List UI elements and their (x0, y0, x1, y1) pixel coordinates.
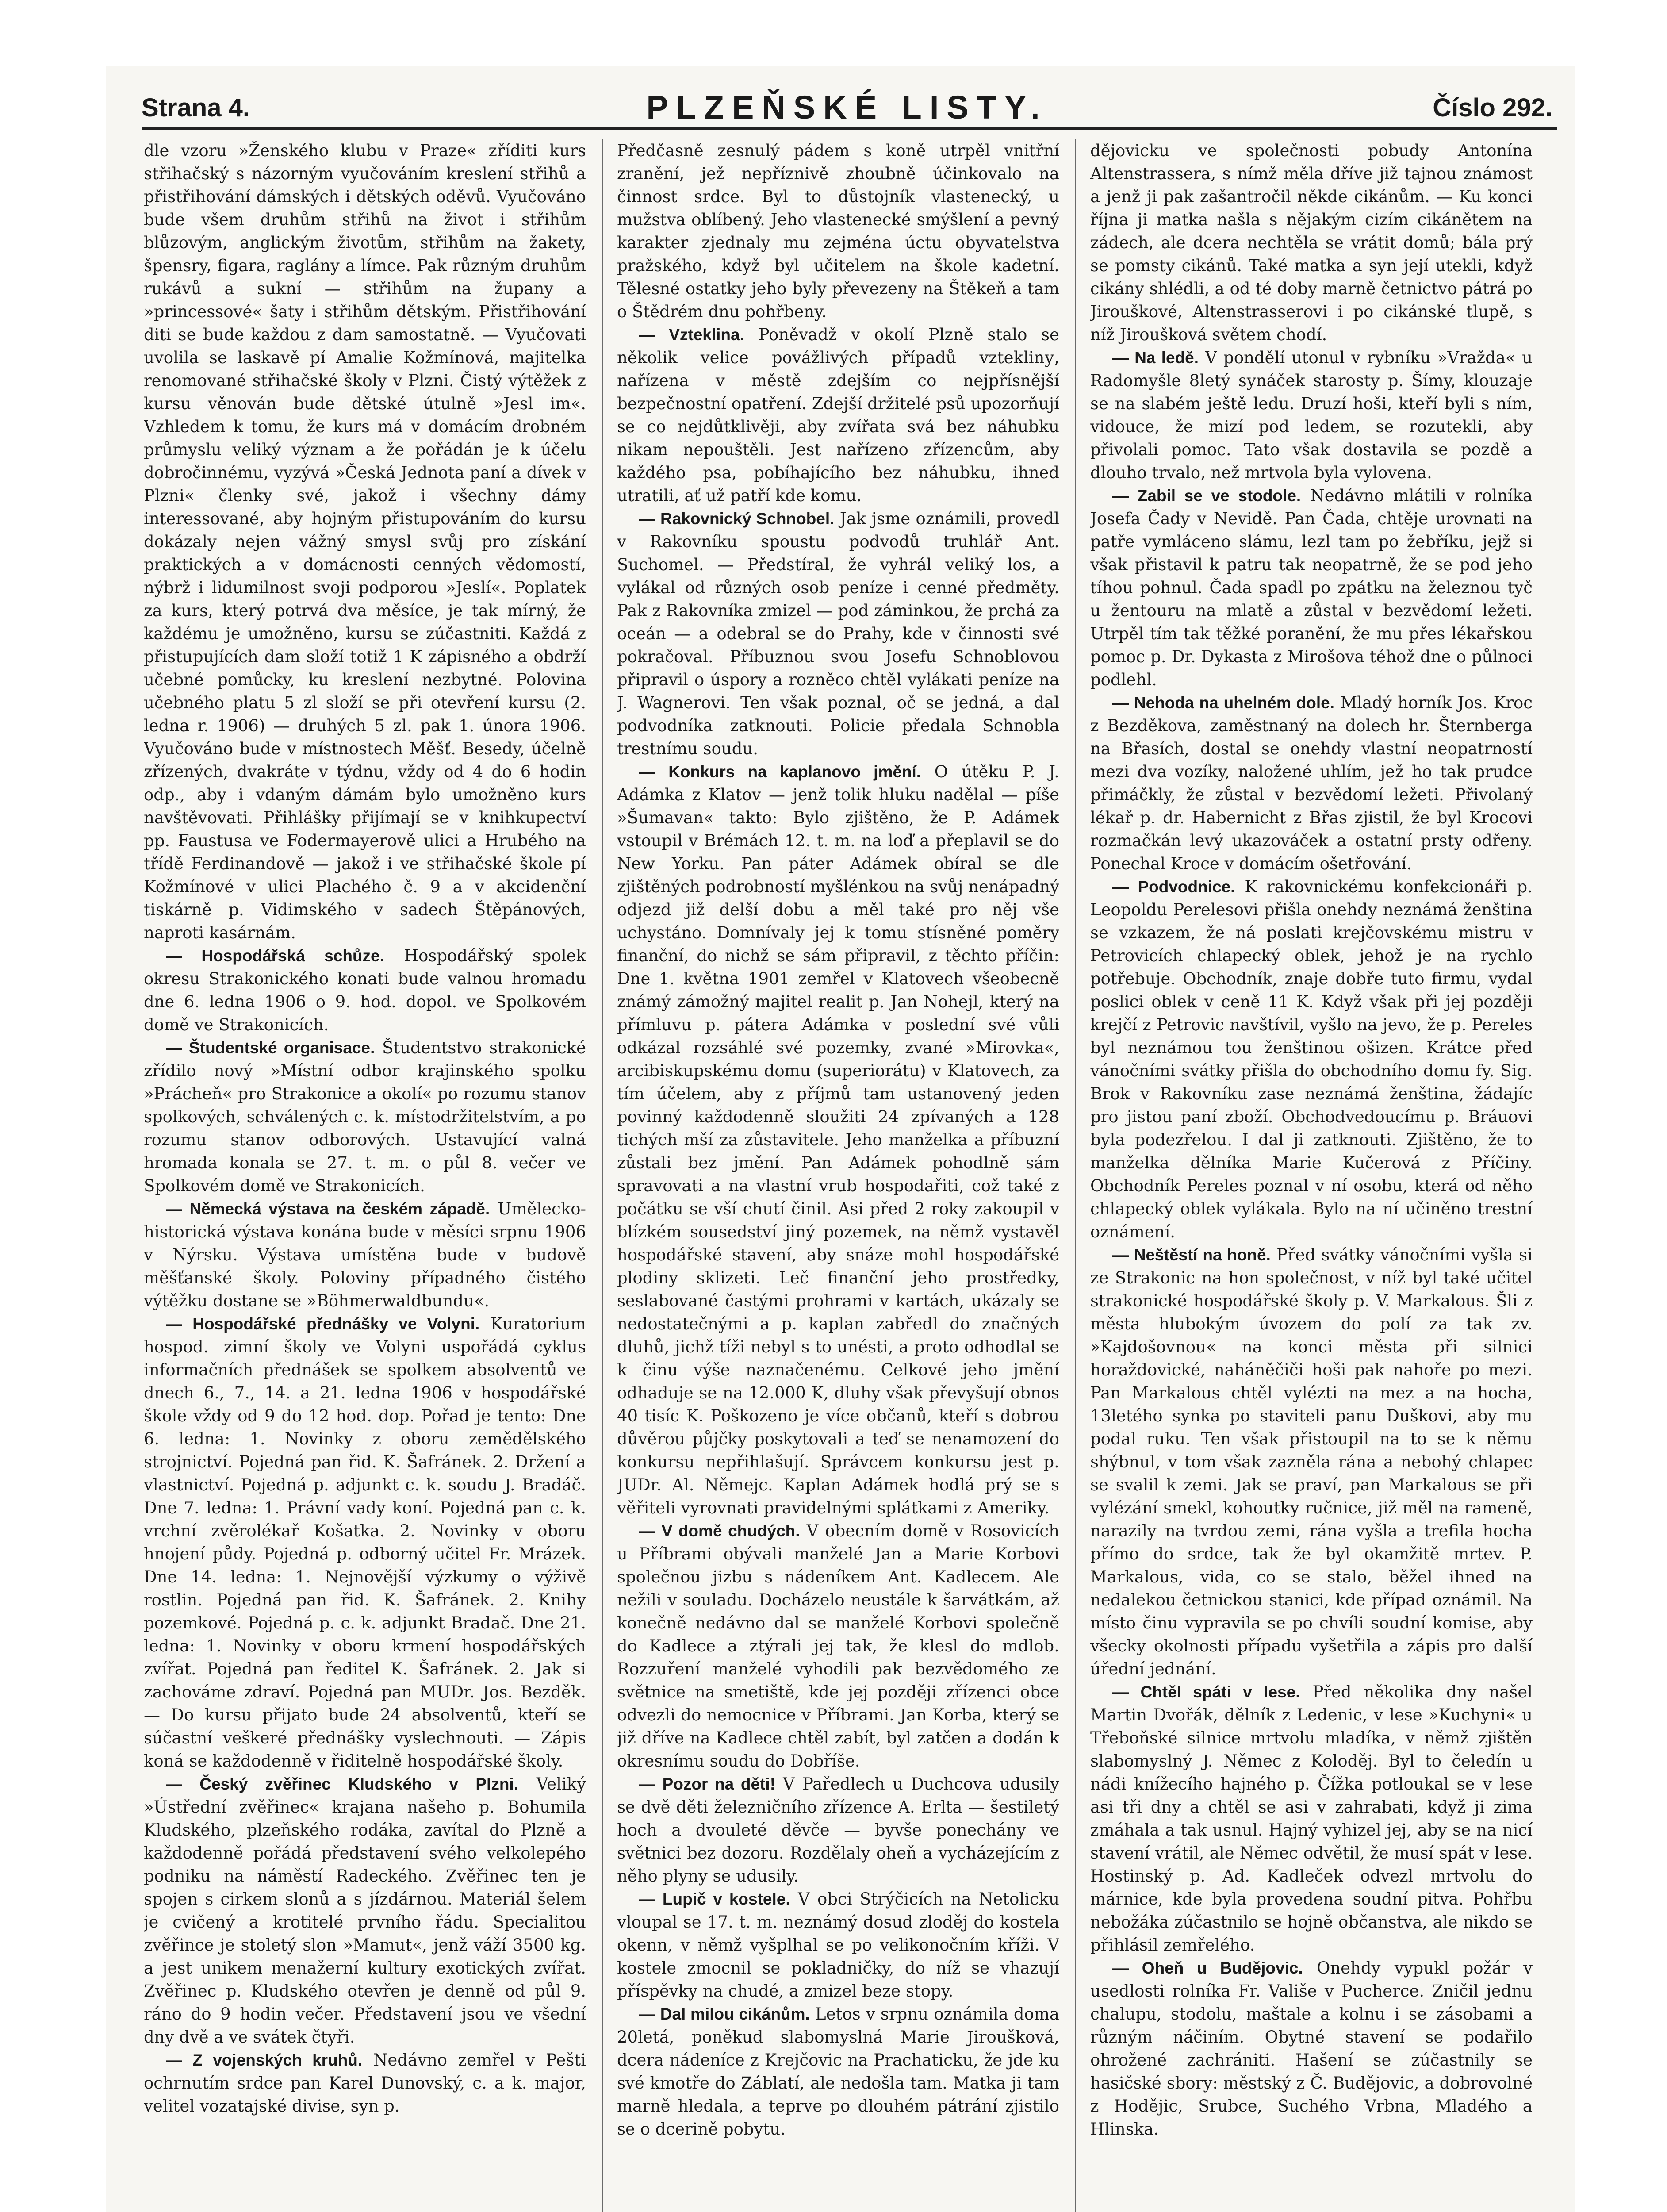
news-item-body: V pondělí utonul v rybníku »Vražda« u Radomyšle 8letý synáček starosty p. Šímy, klouzaje se na slabém ještě ledu. Druzí hoši, kteří byli s ním, vidouce, že mizí pod ledem, se rozutekli, aby přivolali pomoc. Tato však dostavila se pozdě a dlouho trvalo, než mrtvola byla vylovena. (1090, 348, 1533, 482)
news-item-headline: — Oheň u Budějovic. (1112, 1959, 1303, 1977)
news-item (1090, 691, 1533, 876)
header-rule (142, 127, 1557, 130)
news-item (144, 945, 586, 1037)
news-item (1090, 1681, 1533, 1957)
news-item-body: Umělecko-historická výstava konána bude v měsíci srpnu 1906 v Nýrsku. Výstava umístěna bude v budově měšťanské školy. Poloviny případného čistého výtěžku dostane se »Böhmerwaldbundu«. (144, 1199, 586, 1310)
news-item (144, 1313, 586, 1773)
news-item-body: Jak jsme oznámili, provedl v Rakovníku spoustu podvodů truhlář Ant. Suchomel. — Předstíral, že vyhrál veliký los, a vylákal od různých osob peníze i cenné předměty. Pak z Rakovníka zmizel — pod záminkou, že prchá za oceán — a odebral se do Prahy, kde v činnosti své pokračoval. Příbuznou svou Josefu Schnoblovou připravil o úspory a rozněco chtěl vylákati peníze na J. Wagnerovi. Ten však poznal, oč se jedná, a dal podvodníka zatknouti. Policie předala Schnobla trestnímu soudu. (617, 509, 1059, 758)
column-divider (602, 139, 603, 2212)
news-item-body: O útěku P. J. Adámka z Klatov — jenž tolik hluku nadělal — píše »Šumavan« takto: Bylo zjištěno, že P. Adámek vstoupil v Brémách 12. t. m. na loď a přeplavil se do New Yorku. Pan páter Adámek obíral se dle zjištěných podrobností myšlénkou na svůj nenápadný odjezd již delší dobu a měl také pro něj vše uchystáno. Domnívaly jej k tomu stísněné poměry finanční, do nichž se sám připravil, z těchto příčin: Dne 1. května 1901 zemřel v Klatovech všeobecně známý zámožný majitel realit p. Jan Nohejl, který na přímluvu p. pátera Adámka v poslední své vůli odkázal rozsáhlé své pozemky, zvané »Mirovka«, arcibiskupskému domu (superiorátu) v Klatovech, za tím účelem, aby z příjmů tam ustanovený jeden povinný každodenně sloužiti 24 zpívaných a 128 tichých mší za zůstavitele. Jeho manželka a příbuzní zůstali bez jmění. Pan Adámek pohodlně sám spravovati a na vlastní vrub hospodařiti, což také z počátku se vší chutí činil. Asi před 2 roky zakoupil v blízkém sousedství jiný pozemek, na němž vystavěl hospodářské stavení, aby snáze mohl hospodářské plodiny sklizeti. Leč finanční jeho prostředky, seslabované častými prohrami v kartách, ukázaly se nedostatečnými a p. kaplan zabředl do značných dluhů, jichž tíži nebyl s to unésti, a proto odhodlal se k činu výše naznačenému. Celkové jeho jmění odhaduje se na 12.000 K, dluhy však převyšují obnos 40 tisíc K. Poškozeno je více občanů, kteří s dobrou důvěrou půjčky poskytovali a teď se nenamození do konkursu nepřihlašují. Správcem konkursu jest p. JUDr. Al. Němejc. Kaplan Adámek hodlá prý se s věřiteli vyrovnati pravidelnými splátkami z Ameriky. (617, 762, 1059, 1517)
news-item-headline: — Podvodnice. (1112, 878, 1235, 896)
news-item-headline: — Pozor na děti! (639, 1775, 776, 1793)
news-item-body: K rakovnickému konfekcionáři p. Leopoldu Perelesovi přišla onehdy neznámá ženština se vzkazem, že ná poslati krejčovskému mistru v Petrovicích chlapecký oblek, jehož je na rychlo potřebuje. Obchodník, znaje dobře tuto firmu, vydal poslici oblek v ceně 11 K. Když však při jej později krejčí z Petrovic navštívil, vyšlo na jevo, že p. Pereles byl neznámou tou ženštinou ošizen. Krátce před vánočními svátky přišla do obchodního domu fy. Sig. Brok v Rakovníku zase neznámá ženština, žádajíc pro jistou paní zboží. Obchodvedoucímu p. Bráuovi byla podezřelou. I dal ji zatknouti. Zjištěno, že to manželka dělníka Marie Kučerová z Příčiny. Obchodník Pereles poznal v ní osobu, která od něho chlapecký oblek vylákala. Bylo na ní učiněno trestní oznámení. (1090, 877, 1533, 1241)
column-3 (1090, 139, 1533, 2212)
news-item-body: dějovicku ve společnosti pobudy Antonína Altenstrassera, s nímž měla dříve již tajnou známost a jenž ji pak zašantročil někde cikánům. — Ku konci října ji matka našla s nějakým cizím cikánětem na zádech, ale dcera nechtěla se vrátit domů; bála prý se pomsty cikánů. Také matka a syn její utekli, když cikány shlédli, a od té doby marně četnictvo pátrá po Jirouškové, Altenstrasserovi i po cikánské tlupě, s níž Jiroušková světem chodí. (1090, 141, 1533, 344)
issue-number: Číslo 292. (1433, 93, 1552, 122)
news-item-body: Onehdy vypukl požár v usedlosti rolníka Fr. Vališe v Pucherce. Zničil jednu chalupu, stodolu, maštale a kolnu i se zásobami a různým náčiním. Obytné stavení se podařilo ohrožené zachrániti. Hašení se zúčastnily se hasičské sbory: městský z Č. Budějovic, a dobrovolné z Hodějic, Srubce, Suchého Vrbna, Mladého a Hlinska. (1090, 1959, 1533, 2139)
news-item (617, 323, 1059, 507)
news-item (144, 1198, 586, 1313)
masthead (133, 84, 1561, 142)
continued-text (1090, 139, 1533, 346)
news-item-headline: — Lupič v kostele. (639, 1890, 790, 1908)
news-item-headline: — Neštěstí na honě. (1112, 1246, 1271, 1264)
news-item-body: Veliký »Ústřední zvěřinec« krajana našeho p. Bohumila Kludského, plzeňského rodáka, zavítal do Plzně a každodenně pořádá představení svého velkolepého podniku na náměstí Radeckého. Zvěřinec ten je spojen s cirkem slonů a s jízdárnou. Materiál šelem je cvičený a krotitelé prvního řádu. Specialitou zvěřince je stoletý slon »Mamut«, jenž váží 3500 kg. a jest unikem menažerní kultury exotických zvířat. Zvěřinec p. Kludského otevřen je denně od půl 9. ráno do 9 hodin večer. Představení jsou ve všední dny dvě a ve svátek čtyři. (144, 1774, 586, 2047)
news-item (1090, 484, 1533, 691)
news-item (617, 1520, 1059, 1773)
news-item-headline: — Konkurs na kaplanovo jmění. (639, 763, 921, 781)
news-item-body: V obecním domě v Rosovicích u Příbrami obývali manželé Jan a Marie Korbovi společnou jizbu s nádeníkem Ant. Kadlecem. Ale nežili v souladu. Docházelo neustále k šarvátkám, až konečně nedávno dal se manželé Korbovi společně do Kadlece a ztýrali jej tak, že klesl do mdlob. Rozzuření manželé vyhodili pak bezvědomého ze světnice na smetiště, kde jej později zřízenci obce odvezli do nemocnice v Příbrami. Jan Korba, který se již dříve na Kadlece chtěl zabít, byl zatčen a dodán k okresnímu soudu do Dobříše. (617, 1521, 1059, 1770)
news-item-body: Letos v srpnu oznámila doma 20letá, poněkud slabomyslná Marie Jiroušková, dcera nádeníce z Krejčovic na Prachaticku, že jde ku své kmotře do Záblatí, ale nedošla tam. Matka ji tam marně hledala, a teprve po dlouhém pátrání zjistilo se o dcerině pobytu. (617, 2005, 1059, 2139)
news-item-headline: — Dal milou cikánům. (639, 2005, 810, 2023)
news-item-headline: — Zabil se ve stodole. (1112, 487, 1301, 505)
news-item (617, 1773, 1059, 1888)
news-item-body: Kuratorium hospod. zimní školy ve Volyni uspořádá cyklus informačních přednášek se spolkem absolventů ve dnech 6., 7., 14. a 21. ledna 1906 v hospodářské škole vždy od 9 do 12 hod. dop. Pořad je tento: Dne 6. ledna: 1. Novinky z oboru zemědělského strojnictví. Pojedná pan řid. K. Šafránek. 2. Držení a vlastnictví. Pojedná p. adjunkt c. k. soudu J. Bradáč. Dne 7. ledna: 1. Právní vady koní. Pojedná pan c. k. vrchní zvěrolékař Košatka. 2. Novinky v oboru hnojení půdy. Pojedná p. odborný učitel Fr. Mrázek. Dne 14. ledna: 1. Nejnovější výzkumy o výživě rostlin. Pojedná pan řid. K. Šafránek. 2. Knihy pozemkové. Pojedná p. c. k. adjunkt Bradač. Dne 21. ledna: 1. Novinky v oboru krmení hospodářských zvířat. Pojedná pan ředitel K. Šafránek. 2. Jak si zachováme zdraví. Pojedná pan MUDr. Jos. Bezděk. — Do kursu přijato bude 24 absolventů, kteří se súčastní veškeré přednášky vyslechnouti. — Zápis koná se každodenně v řiditelně hospodářské školy. (144, 1314, 586, 1770)
news-item-body: Mladý horník Jos. Kroc z Bezděkova, zaměstnaný na dolech hr. Šternberga na Břasích, dostal se onehdy vlastní neopatrností mezi dva vozíky, naložené uhlím, jež ho tak prudce přimáčkly, že zůstal v bezvědomí ležeti. Přivolaný lékař p. dr. Habernicht z Břas zjistil, že byl Krocovi rozmačkán levý ukazováček a ostatní prsty odřeny. Ponechal Kroce v domácím ošetřování. (1090, 693, 1533, 873)
column-1 (144, 139, 586, 2212)
news-item-body: V obci Strýčicích na Netolicku vloupal se 17. t. m. neznámý dosud zloděj do kostela okenn, v němž vyšplhal se po velikonočním kříži. V kostele zmocnil se pokladničky, do níž se vhazují příspěvky na chudé, a zmizel beze stopy. (617, 1889, 1059, 2001)
news-item-headline: — Rakovnický Schnobel. (639, 510, 835, 528)
news-item (1090, 876, 1533, 1244)
news-item-headline: — Na ledě. (1112, 349, 1199, 367)
continued-text (144, 139, 586, 945)
news-item-headline: — Študentské organisace. (166, 1039, 375, 1057)
news-item-body: Nedávno zemřel v Pešti ochrnutím srdce pan Karel Dunovský, c. a k. major, velitel vozatajské divise, syn p. (144, 2051, 586, 2116)
column-divider (1075, 139, 1076, 2212)
news-item-headline: — Hospodářské přednášky ve Volyni. (166, 1315, 480, 1333)
page-number: Strana 4. (142, 93, 250, 122)
news-item-headline: — Hospodářská schůze. (166, 947, 384, 965)
news-item (144, 1773, 586, 2049)
news-item (617, 760, 1059, 1520)
news-item-body: Poněvadž v okolí Plzně stalo se několik velice povážlivých případů vzteklinу, nařízena v městě zdejším co nejpřísnější bezpečnostní opatření. Zdejší držitelé psů upozorňují se co nejdůtklivěji, aby zvířata svá bez náhubku nikam nepouštěli. Jest nařízeno zřízencům, aby každého psa, pobíhajícího bez náhubku, ihned utratili, ať už patří kde komu. (617, 325, 1059, 505)
news-item-body: Před několika dny našel Martin Dvořák, dělník z Ledenic, v lese »Kuchyni« u Třeboňské silnice mrtvolu mladíka, v němž zjištěn slabomyslný J. Němec z Koloděj. Byl to čeledín u nádi knížecího hajného p. Čížka potloukal se v lese asi tři dny a chtěl se asi v zahrabati, když ji zima zmáhala a tak usnul. Hajný vyhizel jej, aby se na nicí stavení vrátil, ale Němec odvětil, že musí spát v lese. Hostinský p. Ad. Kadleček odvezl mrtvolu do márnice, kde byla provedena soudní pitva. Pohřbu nebožáka zúčastnilo se hojně občanstva, ale nikdo se přihlásil zemřelého. (1090, 1682, 1533, 1955)
news-item (617, 2003, 1059, 2141)
newspaper-title: PLZEŇSKÉ LISTY. (646, 89, 1048, 126)
news-item-headline: — Český zvěřinec Kludského v Plzni. (166, 1775, 518, 1793)
news-item-body: V Paředlech u Duchcova udusily se dvě děti železničního zřízence A. Erlta — šestiletý hoch a dvouleté děvče — byvše ponechány ve světnici bez dozoru. Rozdělaly oheň a vycházejícím z něho plyny se udusily. (617, 1774, 1059, 1886)
news-item-body: Předčasně zesnulý pádem s koně utrpěl vnitřní zranění, jež nepříznivě zhoubně účinkovalo na činnost srdce. Byl to důstojník vlastenecký, u mužstva oblíbený. Jeho vlastenecké smýšlení a pevný karakter zjednaly mu zejména úctu obyvatelstva pražského, když byl učitelem na škole kadetní. Tělesné ostatky jeho byly převezeny na Štěkeň a tam o Štědrém dnu pohřbeny. (617, 141, 1059, 321)
news-item (144, 1037, 586, 1198)
continued-text (617, 139, 1059, 323)
news-item-headline: — Vzteklina. (639, 326, 744, 344)
column-2 (617, 139, 1059, 2212)
news-item-headline: — Chtěl spáti v lese. (1112, 1683, 1300, 1701)
news-item (144, 2049, 586, 2118)
news-item-body: Študentstvo strakonické zřídilo nový »Místní odbor krajinského spolku »Prácheň« pro Strakonice a okolí« po rozumu stanov spolkových, schválených c. k. místodržitelstvím, a po rozumu stanov odborových. Ustavující valná hromada konala se 27. t. m. o půl 8. večer ve Spolkovém domě ve Strakonicích. (144, 1038, 586, 1195)
news-item-body: dle vzoru »Ženského klubu v Praze« zříditi kurs střihačský s názorným vyučováním kreslení střihů a přistřihování dámských i dětských oděvů. Vyučováno bude všem druhům střihů na život i střihům blůzovým, anglickým životům, střihům na žakety, špensry, figara, raglány a límce. Pak různým druhům rukávů a sukní — střihům na župany a »princessové« šaty i střihům dětským. Přistřihování diti se bude každou z dam samostatně. — Vyučovati uvolila se laskavě pí Amalie Kožmínová, majitelka renomované střihačské školy v Plzni. Čistý výtěžek z kursu věnován bude dětské útulně »Jesl im«. Vzhledem k tomu, že kurs má v domácím drobném průmyslu veliký význam a že pořádán je k účelu dobročinnému, vyzývá »Česká Jednota paní a dívek v Plzni« členky své, jakož i všechny dámy interessované, aby hojným přistupováním do kursu dokázaly nejen vážný smysl svůj pro získání praktických a v domácnosti cenných vědomostí, nýbrž i lidumilnost svoji podporou »Jeslí«. Poplatek za kurs, který potrvá dva měsíce, je tak mírný, že každému je umožněno, kursu se zúčastniti. Každá z přistupujících dam složí totiž 1 K zápisného a obdrží učebné pomůcky, ku kreslení nezbytné. Polovina učebného platu 5 zl složí se při otevření kursu (2. ledna r. 1906) — druhých 5 zl. pak 1. února 1906. Vyučováno bude v místnostech Měšť. Besedy, účelně zřízených, dvakráte v týdnu, vždy od 4 do 6 hodin odp., aby i vdaným dámám bylo umožněno kurs navštěvovati. Přihlášky přijímají se v knihkupectví pp. Faustusa ve Fodermayerově ulici a Hrubého na třídě Ferdinandově — jakož i ve střihačské škole pí Kožmínové v ulici Plachého č. 9 a v akcidenční tiskárně p. Vidimského v sadech Štěpánových, naproti kasárnám. (144, 141, 586, 942)
news-item (617, 507, 1059, 760)
news-item (1090, 1957, 1533, 2141)
news-item-body: Nedávno mlátili v rolníka Josefa Čady v Nevidě. Pan Čada, chtěje urovnati na patře vymláceno slámu, lezl tam po žebříku, jejž si však přistavil k patru tak neopatrně, že se pod jeho tíhou pohnul. Čada spadl po zpátku na železnou tyč u žentouru na mlatě a zůstal v bezvědomí ležeti. Utrpěl tím tak těžké poranění, že mu přes lékařskou pomoc p. Dr. Dykasta z Mirošova téhož dne o půlnoci podlehl. (1090, 486, 1533, 689)
news-item-body: Před svátky vánočními vyšla si ze Strakonic na hon společnost, v níž byl také učitel strakonické hospodářské školy p. V. Markalous. Šli z města hlubokým úvozem do polí za tak zv. »Kajdošovnou« na konci města při silnici horaždovické, naháněčiči hoši pak nahoře po mezi. Pan Markalous chtěl vylézti na mez a na hocha, 13letého synka po staviteli panu Duškovi, aby mu podal ruku. Ten však přistoupil na to se k němu shýbnul, v tom však zazněla rána a nebohý chlapec se svalil k zemi. Jak se praví, pan Markalous se při vylézání smekl, kohoutky ručnice, již měl na rameně, narazily na tvrdou zemi, rána vyšla a trefila hocha přímo do srdce, tak že byl okamžitě mrtev. P. Markalous, vida, co se stalo, běžel ihned na nedalekou četnickou stanici, kde případ oznámil. Na místo činu vypravila se po chvíli soudní komise, aby všecky okolnosti případu vyšetřila a zápis pro další úřední jednání. (1090, 1245, 1533, 1678)
news-item-headline: — Německá výstava na českém západě. (166, 1200, 490, 1218)
news-item-headline: — Z vojenských kruhů. (166, 2051, 363, 2069)
news-item-headline: — V domě chudých. (639, 1522, 800, 1540)
news-item (1090, 1244, 1533, 1681)
news-item (617, 1888, 1059, 2003)
news-item-body: Hospodářský spolek okresu Strakonického konati bude valnou hromadu dne 6. ledna 1906 o 9. hod. dopol. ve Spolkovém domě ve Strakonicích. (144, 946, 586, 1034)
news-item (1090, 346, 1533, 484)
news-item-headline: — Nehoda na uhelném dole. (1112, 694, 1334, 712)
